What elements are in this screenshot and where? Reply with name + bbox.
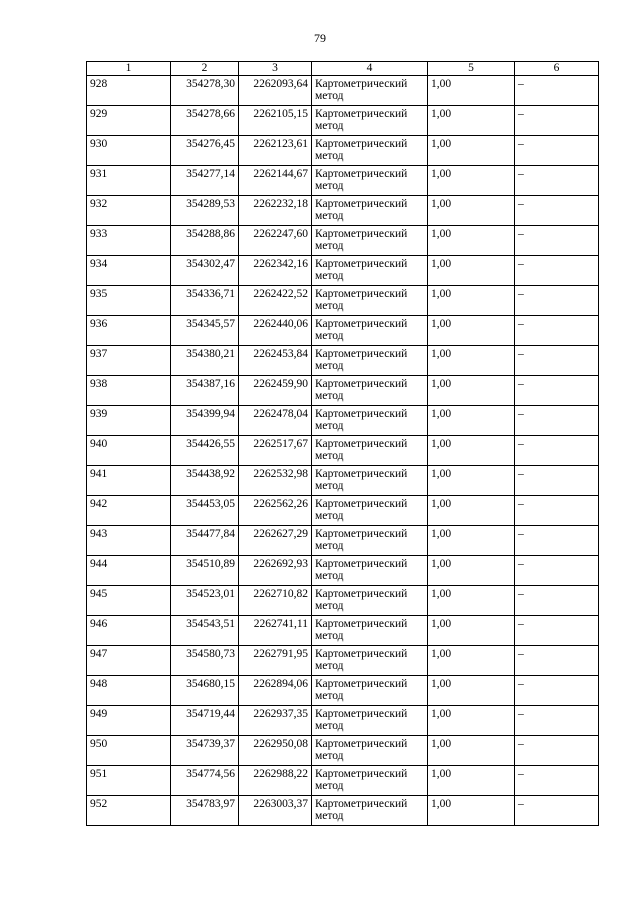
column-header-6: 6 bbox=[515, 62, 599, 76]
note-cell: – bbox=[515, 286, 599, 316]
coordinate-y-cell: 2262517,67 bbox=[239, 436, 312, 466]
coordinate-y-cell: 2262123,61 bbox=[239, 136, 312, 166]
table-row bbox=[87, 676, 599, 706]
coordinate-y-cell: 2262988,22 bbox=[239, 766, 312, 796]
accuracy-cell: 1,00 bbox=[428, 226, 515, 256]
note-cell: – bbox=[515, 556, 599, 586]
note-cell: – bbox=[515, 166, 599, 196]
coordinate-x-cell: 354387,16 bbox=[171, 376, 239, 406]
point-number-cell: 933 bbox=[87, 226, 171, 256]
coordinate-y-cell: 2262342,16 bbox=[239, 256, 312, 286]
coordinate-y-cell: 2262692,93 bbox=[239, 556, 312, 586]
coordinate-y-cell: 2262532,98 bbox=[239, 466, 312, 496]
accuracy-cell: 1,00 bbox=[428, 436, 515, 466]
table-row bbox=[87, 556, 599, 586]
coordinate-y-cell: 2262459,90 bbox=[239, 376, 312, 406]
point-number-cell: 947 bbox=[87, 646, 171, 676]
table-row bbox=[87, 196, 599, 226]
table-row bbox=[87, 616, 599, 646]
method-cell: Картометрический метод bbox=[312, 136, 428, 166]
accuracy-cell: 1,00 bbox=[428, 106, 515, 136]
method-cell: Картометрический метод bbox=[312, 646, 428, 676]
note-cell: – bbox=[515, 466, 599, 496]
coordinate-y-cell: 2262791,95 bbox=[239, 646, 312, 676]
table-row bbox=[87, 706, 599, 736]
method-cell: Картометрический метод bbox=[312, 106, 428, 136]
coordinates-table bbox=[86, 61, 599, 826]
method-cell: Картометрический метод bbox=[312, 556, 428, 586]
accuracy-cell: 1,00 bbox=[428, 256, 515, 286]
coordinate-x-cell: 354680,15 bbox=[171, 676, 239, 706]
point-number-cell: 945 bbox=[87, 586, 171, 616]
column-header-5: 5 bbox=[428, 62, 515, 76]
coordinate-x-cell: 354438,92 bbox=[171, 466, 239, 496]
accuracy-cell: 1,00 bbox=[428, 196, 515, 226]
point-number-cell: 941 bbox=[87, 466, 171, 496]
column-header-3: 3 bbox=[239, 62, 312, 76]
note-cell: – bbox=[515, 226, 599, 256]
method-cell: Картометрический метод bbox=[312, 346, 428, 376]
table-row bbox=[87, 376, 599, 406]
method-cell: Картометрический метод bbox=[312, 706, 428, 736]
note-cell: – bbox=[515, 256, 599, 286]
coordinate-x-cell: 354277,14 bbox=[171, 166, 239, 196]
note-cell: – bbox=[515, 616, 599, 646]
method-cell: Картометрический метод bbox=[312, 406, 428, 436]
point-number-cell: 939 bbox=[87, 406, 171, 436]
note-cell: – bbox=[515, 436, 599, 466]
point-number-cell: 929 bbox=[87, 106, 171, 136]
table-row bbox=[87, 466, 599, 496]
note-cell: – bbox=[515, 346, 599, 376]
point-number-cell: 930 bbox=[87, 136, 171, 166]
coordinate-y-cell: 2262710,82 bbox=[239, 586, 312, 616]
coordinate-x-cell: 354783,97 bbox=[171, 796, 239, 826]
coordinate-x-cell: 354380,21 bbox=[171, 346, 239, 376]
note-cell: – bbox=[515, 766, 599, 796]
coordinate-x-cell: 354289,53 bbox=[171, 196, 239, 226]
coordinate-x-cell: 354345,57 bbox=[171, 316, 239, 346]
note-cell: – bbox=[515, 496, 599, 526]
table-row bbox=[87, 136, 599, 166]
coordinate-x-cell: 354510,89 bbox=[171, 556, 239, 586]
coordinate-y-cell: 2262937,35 bbox=[239, 706, 312, 736]
method-cell: Картометрический метод bbox=[312, 376, 428, 406]
point-number-cell: 949 bbox=[87, 706, 171, 736]
coordinate-x-cell: 354278,66 bbox=[171, 106, 239, 136]
table-row bbox=[87, 316, 599, 346]
method-cell: Картометрический метод bbox=[312, 286, 428, 316]
method-cell: Картометрический метод bbox=[312, 526, 428, 556]
coordinate-y-cell: 2262562,26 bbox=[239, 496, 312, 526]
coordinate-x-cell: 354426,55 bbox=[171, 436, 239, 466]
accuracy-cell: 1,00 bbox=[428, 676, 515, 706]
coordinate-x-cell: 354543,51 bbox=[171, 616, 239, 646]
accuracy-cell: 1,00 bbox=[428, 286, 515, 316]
point-number-cell: 946 bbox=[87, 616, 171, 646]
point-number-cell: 936 bbox=[87, 316, 171, 346]
table-row bbox=[87, 346, 599, 376]
table-row bbox=[87, 76, 599, 106]
point-number-cell: 937 bbox=[87, 346, 171, 376]
coordinate-x-cell: 354302,47 bbox=[171, 256, 239, 286]
header-row bbox=[87, 62, 599, 76]
note-cell: – bbox=[515, 196, 599, 226]
coordinate-y-cell: 2262144,67 bbox=[239, 166, 312, 196]
point-number-cell: 942 bbox=[87, 496, 171, 526]
accuracy-cell: 1,00 bbox=[428, 316, 515, 346]
table-row bbox=[87, 496, 599, 526]
coordinate-x-cell: 354774,56 bbox=[171, 766, 239, 796]
coordinate-y-cell: 2262894,06 bbox=[239, 676, 312, 706]
coordinate-x-cell: 354739,37 bbox=[171, 736, 239, 766]
table-row bbox=[87, 586, 599, 616]
table-row bbox=[87, 646, 599, 676]
point-number-cell: 950 bbox=[87, 736, 171, 766]
point-number-cell: 940 bbox=[87, 436, 171, 466]
accuracy-cell: 1,00 bbox=[428, 346, 515, 376]
table-row bbox=[87, 796, 599, 826]
accuracy-cell: 1,00 bbox=[428, 646, 515, 676]
point-number-cell: 928 bbox=[87, 76, 171, 106]
note-cell: – bbox=[515, 586, 599, 616]
coordinate-y-cell: 2262105,15 bbox=[239, 106, 312, 136]
column-header-1: 1 bbox=[87, 62, 171, 76]
note-cell: – bbox=[515, 106, 599, 136]
accuracy-cell: 1,00 bbox=[428, 706, 515, 736]
point-number-cell: 931 bbox=[87, 166, 171, 196]
coordinate-y-cell: 2262950,08 bbox=[239, 736, 312, 766]
accuracy-cell: 1,00 bbox=[428, 616, 515, 646]
coordinate-x-cell: 354453,05 bbox=[171, 496, 239, 526]
accuracy-cell: 1,00 bbox=[428, 406, 515, 436]
column-header-4: 4 bbox=[312, 62, 428, 76]
method-cell: Картометрический метод bbox=[312, 676, 428, 706]
method-cell: Картометрический метод bbox=[312, 616, 428, 646]
accuracy-cell: 1,00 bbox=[428, 376, 515, 406]
method-cell: Картометрический метод bbox=[312, 436, 428, 466]
table-header bbox=[87, 62, 599, 76]
note-cell: – bbox=[515, 706, 599, 736]
table-body bbox=[87, 76, 599, 826]
coordinate-x-cell: 354580,73 bbox=[171, 646, 239, 676]
note-cell: – bbox=[515, 316, 599, 346]
accuracy-cell: 1,00 bbox=[428, 496, 515, 526]
coordinate-y-cell: 2262422,52 bbox=[239, 286, 312, 316]
table-row bbox=[87, 436, 599, 466]
note-cell: – bbox=[515, 736, 599, 766]
accuracy-cell: 1,00 bbox=[428, 586, 515, 616]
accuracy-cell: 1,00 bbox=[428, 736, 515, 766]
coordinate-x-cell: 354278,30 bbox=[171, 76, 239, 106]
method-cell: Картометрический метод bbox=[312, 316, 428, 346]
point-number-cell: 948 bbox=[87, 676, 171, 706]
method-cell: Картометрический метод bbox=[312, 76, 428, 106]
method-cell: Картометрический метод bbox=[312, 466, 428, 496]
coordinate-x-cell: 354523,01 bbox=[171, 586, 239, 616]
coordinate-x-cell: 354477,84 bbox=[171, 526, 239, 556]
accuracy-cell: 1,00 bbox=[428, 526, 515, 556]
method-cell: Картометрический метод bbox=[312, 256, 428, 286]
method-cell: Картометрический метод bbox=[312, 766, 428, 796]
point-number-cell: 934 bbox=[87, 256, 171, 286]
note-cell: – bbox=[515, 76, 599, 106]
point-number-cell: 951 bbox=[87, 766, 171, 796]
coordinate-y-cell: 2262453,84 bbox=[239, 346, 312, 376]
point-number-cell: 938 bbox=[87, 376, 171, 406]
accuracy-cell: 1,00 bbox=[428, 766, 515, 796]
note-cell: – bbox=[515, 406, 599, 436]
coordinate-x-cell: 354336,71 bbox=[171, 286, 239, 316]
note-cell: – bbox=[515, 796, 599, 826]
method-cell: Картометрический метод bbox=[312, 496, 428, 526]
coordinate-x-cell: 354276,45 bbox=[171, 136, 239, 166]
coordinate-x-cell: 354719,44 bbox=[171, 706, 239, 736]
coordinate-y-cell: 2262232,18 bbox=[239, 196, 312, 226]
table-row bbox=[87, 226, 599, 256]
point-number-cell: 952 bbox=[87, 796, 171, 826]
coordinate-x-cell: 354288,86 bbox=[171, 226, 239, 256]
table-row bbox=[87, 406, 599, 436]
accuracy-cell: 1,00 bbox=[428, 466, 515, 496]
method-cell: Картометрический метод bbox=[312, 586, 428, 616]
coordinate-y-cell: 2262627,29 bbox=[239, 526, 312, 556]
table-row bbox=[87, 736, 599, 766]
point-number-cell: 932 bbox=[87, 196, 171, 226]
note-cell: – bbox=[515, 646, 599, 676]
column-header-2: 2 bbox=[171, 62, 239, 76]
note-cell: – bbox=[515, 526, 599, 556]
point-number-cell: 943 bbox=[87, 526, 171, 556]
note-cell: – bbox=[515, 376, 599, 406]
table-row bbox=[87, 166, 599, 196]
coordinate-y-cell: 2262247,60 bbox=[239, 226, 312, 256]
table-row bbox=[87, 286, 599, 316]
coordinate-y-cell: 2262440,06 bbox=[239, 316, 312, 346]
page-number: 79 bbox=[314, 31, 326, 45]
table-row bbox=[87, 526, 599, 556]
coordinate-x-cell: 354399,94 bbox=[171, 406, 239, 436]
method-cell: Картометрический метод bbox=[312, 796, 428, 826]
coordinate-y-cell: 2262093,64 bbox=[239, 76, 312, 106]
coordinate-y-cell: 2262478,04 bbox=[239, 406, 312, 436]
point-number-cell: 935 bbox=[87, 286, 171, 316]
accuracy-cell: 1,00 bbox=[428, 556, 515, 586]
coordinate-y-cell: 2262741,11 bbox=[239, 616, 312, 646]
method-cell: Картометрический метод bbox=[312, 736, 428, 766]
note-cell: – bbox=[515, 676, 599, 706]
coordinate-y-cell: 2263003,37 bbox=[239, 796, 312, 826]
method-cell: Картометрический метод bbox=[312, 226, 428, 256]
table-row bbox=[87, 766, 599, 796]
accuracy-cell: 1,00 bbox=[428, 796, 515, 826]
accuracy-cell: 1,00 bbox=[428, 76, 515, 106]
accuracy-cell: 1,00 bbox=[428, 136, 515, 166]
accuracy-cell: 1,00 bbox=[428, 166, 515, 196]
note-cell: – bbox=[515, 136, 599, 166]
table-row bbox=[87, 106, 599, 136]
point-number-cell: 944 bbox=[87, 556, 171, 586]
method-cell: Картометрический метод bbox=[312, 196, 428, 226]
method-cell: Картометрический метод bbox=[312, 166, 428, 196]
table-row bbox=[87, 256, 599, 286]
